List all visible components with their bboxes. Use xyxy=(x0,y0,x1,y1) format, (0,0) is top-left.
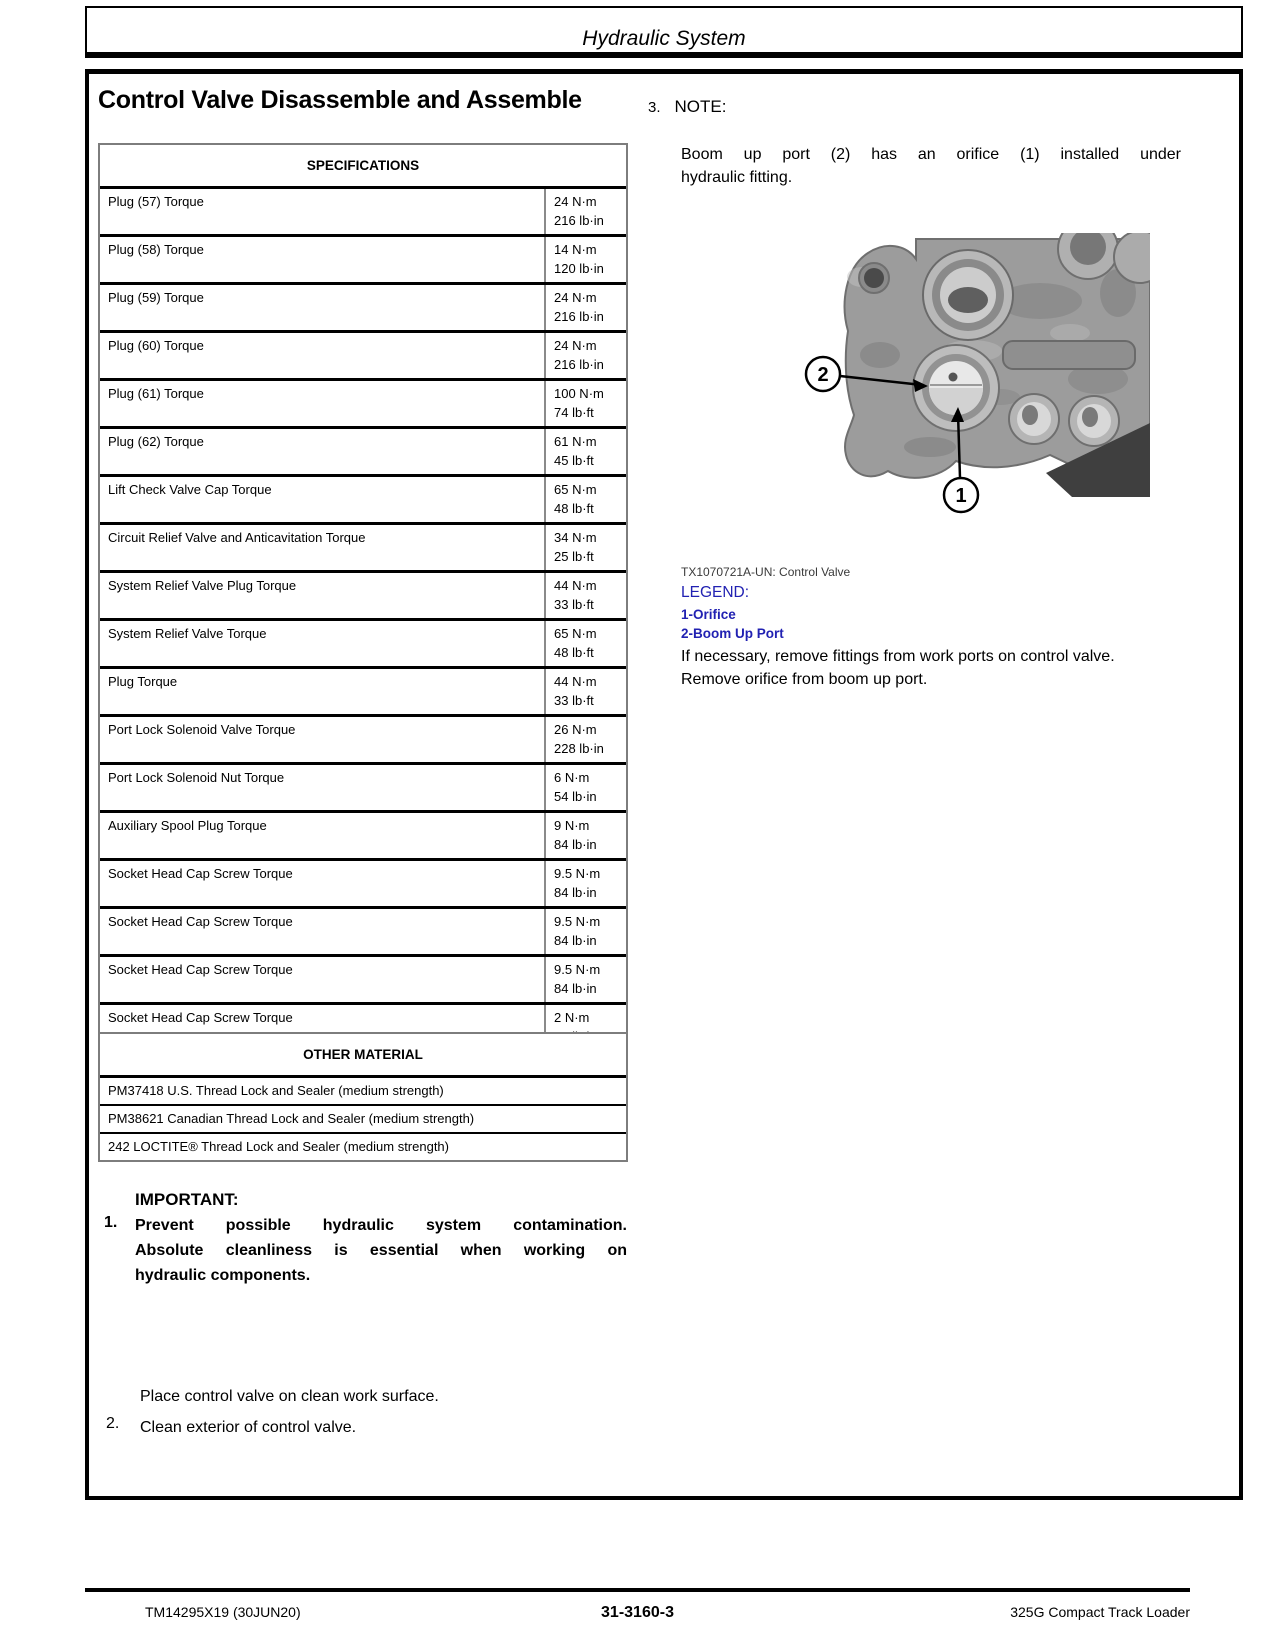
spec-label: Auxiliary Spool Plug Torque xyxy=(108,818,267,833)
important-line: hydraulic components. xyxy=(135,1267,311,1284)
spec-value-line: 9.5 N·m xyxy=(554,962,601,977)
spec-value-line: 14 N·m xyxy=(554,242,597,257)
content-box xyxy=(85,69,1243,1500)
spec-value-line: 74 lb·ft xyxy=(554,405,594,420)
spec-value-line: 44 N·m xyxy=(554,578,597,593)
spec-label: Port Lock Solenoid Valve Torque xyxy=(108,722,296,737)
important-item-1 xyxy=(89,1213,707,1303)
spec-value-line: 24 N·m xyxy=(554,338,597,353)
note-body-line: Boom up port (2) has an orifice (1) installed under xyxy=(681,146,1181,163)
spec-table-body xyxy=(100,186,626,1050)
specifications-table-title: SPECIFICATIONS xyxy=(306,158,420,173)
spec-value xyxy=(544,525,626,570)
spec-label: System Relief Valve Torque xyxy=(108,626,267,641)
footer-model: 325G Compact Track Loader xyxy=(1010,1604,1190,1620)
figure-caption: TX1070721A-UN: Control Valve xyxy=(681,565,851,579)
table-row xyxy=(100,762,626,810)
spec-value-line: 9.5 N·m xyxy=(554,914,601,929)
legend-title: LEGEND: xyxy=(681,584,750,601)
spec-label: Plug (57) Torque xyxy=(108,194,204,209)
note-heading xyxy=(648,97,726,117)
spec-value xyxy=(544,429,626,474)
running-header-box xyxy=(85,6,1243,58)
spec-value xyxy=(544,333,626,378)
spec-value-line: 228 lb·in xyxy=(554,741,604,756)
page-title: Control Valve Disassemble and Assemble xyxy=(98,86,582,114)
spec-value-line: 100 N·m xyxy=(554,386,604,401)
spec-value-line: 24 N·m xyxy=(554,194,597,209)
spec-value xyxy=(544,381,626,426)
table-row xyxy=(100,666,626,714)
step-2-text: Clean exterior of control valve. xyxy=(140,1419,357,1436)
spec-value xyxy=(544,285,626,330)
spec-value-line: 9 N·m xyxy=(554,818,590,833)
spec-value-line: 48 lb·ft xyxy=(554,645,594,660)
spec-label: System Relief Valve Plug Torque xyxy=(108,578,297,593)
important-heading: IMPORTANT: xyxy=(135,1190,239,1209)
spec-value-line: 26 N·m xyxy=(554,722,597,737)
spec-value-line: 6 N·m xyxy=(554,770,590,785)
spec-value xyxy=(544,957,626,1002)
spec-value-line: 120 lb·in xyxy=(554,261,604,276)
note-body-line: hydraulic fitting. xyxy=(681,169,793,186)
spec-value-line: 33 lb·ft xyxy=(554,597,594,612)
table-row xyxy=(100,522,626,570)
step-2 xyxy=(89,1415,707,1443)
table-row xyxy=(100,570,626,618)
footer-manual-number: TM14295X19 (30JUN20) xyxy=(145,1604,301,1620)
spec-value xyxy=(544,861,626,906)
spec-value xyxy=(544,621,626,666)
table-row: PM37418 U.S. Thread Lock and Sealer (medium strength) xyxy=(100,1075,626,1104)
spec-value xyxy=(544,909,626,954)
important-item-1-text xyxy=(135,1213,627,1288)
note-after-line: If necessary, remove fittings from work ports on control valve. xyxy=(681,648,1115,665)
running-header-title: Hydraulic System xyxy=(582,27,746,50)
spec-value xyxy=(544,669,626,714)
important-line: Prevent possible hydraulic system contamination. xyxy=(135,1217,627,1234)
spec-value-line: 44 N·m xyxy=(554,674,597,689)
legend-item: 2-Boom Up Port xyxy=(681,625,784,641)
table-row xyxy=(100,426,626,474)
table-row xyxy=(100,282,626,330)
table-row xyxy=(100,858,626,906)
spec-label: Plug (60) Torque xyxy=(108,338,204,353)
spec-label: Socket Head Cap Screw Torque xyxy=(108,914,293,929)
spec-value-line: 216 lb·in xyxy=(554,213,604,228)
table-row xyxy=(100,186,626,234)
callout-2-label: 2 xyxy=(817,364,829,386)
spec-value-line: 216 lb·in xyxy=(554,309,604,324)
legend-item: 1-Orifice xyxy=(681,607,736,622)
specifications-table xyxy=(98,143,628,1052)
other-material-table xyxy=(98,1032,628,1162)
table-row xyxy=(100,378,626,426)
spec-value-line: 84 lb·in xyxy=(554,837,597,852)
table-row: 242 LOCTITE® Thread Lock and Sealer (medium strength) xyxy=(100,1132,626,1160)
spec-label: Socket Head Cap Screw Torque xyxy=(108,1010,293,1025)
table-row xyxy=(100,906,626,954)
spec-value-line: 2 N·m xyxy=(554,1010,590,1025)
table-row xyxy=(100,618,626,666)
spec-label: Port Lock Solenoid Nut Torque xyxy=(108,770,285,785)
table-row xyxy=(100,810,626,858)
table-row xyxy=(100,474,626,522)
spec-value-line: 9.5 N·m xyxy=(554,866,601,881)
spec-value-line: 65 N·m xyxy=(554,626,597,641)
spec-label: Plug (58) Torque xyxy=(108,242,204,257)
om-table-body xyxy=(100,1075,626,1160)
spec-label: Plug (62) Torque xyxy=(108,434,204,449)
legend-list xyxy=(681,606,784,643)
spec-label: Plug (59) Torque xyxy=(108,290,204,305)
table-row xyxy=(100,330,626,378)
spec-label: Socket Head Cap Screw Torque xyxy=(108,962,293,977)
spec-label: Plug Torque xyxy=(108,674,178,689)
list-number: 2. xyxy=(106,1415,120,1432)
spec-value-line: 34 N·m xyxy=(554,530,597,545)
table-row: PM38621 Canadian Thread Lock and Sealer (medium strength) xyxy=(100,1104,626,1132)
note-label: NOTE: xyxy=(674,97,727,116)
callout-1-label: 1 xyxy=(955,485,967,507)
control-valve-photo xyxy=(788,233,1150,545)
footer-page-number: 31-3160-3 xyxy=(601,1604,674,1621)
table-row xyxy=(100,954,626,1002)
spec-label: Socket Head Cap Screw Torque xyxy=(108,866,293,881)
spec-value-line: 24 N·m xyxy=(554,290,597,305)
spec-value-line: 84 lb·in xyxy=(554,885,597,900)
spec-label: Circuit Relief Valve and Anticavitation Torque xyxy=(108,530,366,545)
spec-value xyxy=(544,189,626,234)
spec-value-line: 216 lb·in xyxy=(554,357,604,372)
spec-value-line: 65 N·m xyxy=(554,482,597,497)
footer-rule xyxy=(85,1588,1190,1592)
note-after-text xyxy=(681,645,1191,691)
list-number: 1. xyxy=(104,1214,118,1231)
note-body xyxy=(681,143,1181,189)
spec-value xyxy=(544,573,626,618)
spec-label: Plug (61) Torque xyxy=(108,386,204,401)
step-1-continuation: Place control valve on clean work surface. xyxy=(140,1388,439,1405)
spec-value-line: 61 N·m xyxy=(554,434,597,449)
spec-value-line: 54 lb·in xyxy=(554,789,597,804)
list-number: 3. xyxy=(648,99,661,116)
spec-value-line: 48 lb·ft xyxy=(554,501,594,516)
spec-value-line: 25 lb·ft xyxy=(554,549,594,564)
spec-value xyxy=(544,765,626,810)
spec-value-line: 84 lb·in xyxy=(554,981,597,996)
table-row xyxy=(100,234,626,282)
spec-value xyxy=(544,237,626,282)
spec-value xyxy=(544,477,626,522)
spec-value-line: 84 lb·in xyxy=(554,933,597,948)
important-line: Absolute cleanliness is essential when working on xyxy=(135,1242,627,1259)
spec-label: Lift Check Valve Cap Torque xyxy=(108,482,272,497)
spec-value-line: 45 lb·ft xyxy=(554,453,594,468)
other-material-table-title: OTHER MATERIAL xyxy=(303,1047,423,1062)
table-row xyxy=(100,714,626,762)
note-after-line: Remove orifice from boom up port. xyxy=(681,671,928,688)
spec-value xyxy=(544,717,626,762)
spec-value xyxy=(544,813,626,858)
spec-value-line: 33 lb·ft xyxy=(554,693,594,708)
